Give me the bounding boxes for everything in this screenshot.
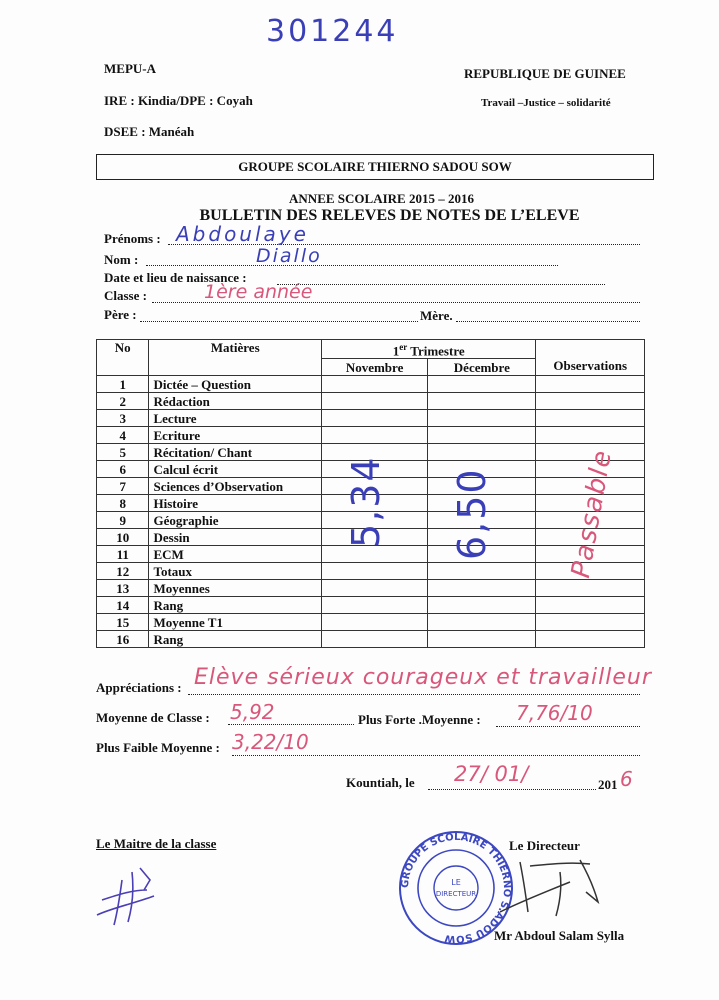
table-row bbox=[97, 427, 645, 444]
row-matiere: Rang bbox=[149, 631, 321, 648]
plus-faible-dots bbox=[232, 755, 640, 756]
table-row bbox=[97, 614, 645, 631]
row-novembre-cell bbox=[321, 580, 427, 597]
row-decembre-cell bbox=[428, 410, 536, 427]
row-novembre-cell bbox=[321, 563, 427, 580]
naissance-label: Date et lieu de naissance : bbox=[104, 270, 247, 285]
row-number: 2 bbox=[97, 393, 149, 410]
row-matiere: Histoire bbox=[149, 495, 321, 512]
row-number: 11 bbox=[97, 546, 149, 563]
row-matiere: Totaux bbox=[149, 563, 321, 580]
trimestre-sup: er bbox=[399, 342, 408, 352]
director-signature bbox=[490, 852, 610, 928]
date-dots bbox=[428, 789, 596, 790]
classe-label: Classe : bbox=[104, 288, 147, 303]
row-decembre-cell bbox=[428, 444, 536, 461]
stamp-center-1: LE bbox=[451, 878, 461, 887]
table-row bbox=[97, 563, 645, 580]
row-number: 6 bbox=[97, 461, 149, 478]
table-row bbox=[97, 410, 645, 427]
row-novembre-cell bbox=[321, 410, 427, 427]
table-row bbox=[97, 631, 645, 648]
row-novembre-cell bbox=[321, 376, 427, 393]
appreciations-label: Appréciations : bbox=[96, 680, 182, 695]
pere-label: Père : bbox=[104, 307, 137, 322]
col-observations-header: Observations bbox=[536, 340, 645, 376]
page-title: BULLETIN DES RELEVES DE NOTES DE L’ELEVE bbox=[199, 207, 580, 224]
moyenne-classe-dots bbox=[228, 724, 354, 725]
plus-faible-value: 3,22/10 bbox=[232, 730, 309, 754]
row-novembre-cell bbox=[321, 614, 427, 631]
maitre-label: Le Maitre de la classe bbox=[96, 836, 217, 851]
row-observations-cell bbox=[536, 580, 645, 597]
row-matiere: Moyennes bbox=[149, 580, 321, 597]
row-matiere: Ecriture bbox=[149, 427, 321, 444]
col-novembre-header: Novembre bbox=[321, 359, 427, 376]
prenoms-label: Prénoms : bbox=[104, 231, 161, 246]
row-decembre-cell bbox=[428, 580, 536, 597]
table-row bbox=[97, 580, 645, 597]
plus-faible-label: Plus Faible Moyenne : bbox=[96, 740, 220, 755]
mere-dots bbox=[456, 321, 640, 322]
row-decembre-cell bbox=[428, 393, 536, 410]
plus-forte-label: Plus Forte .Moyenne : bbox=[358, 712, 481, 727]
row-number: 7 bbox=[97, 478, 149, 495]
school-name: GROUPE SCOLAIRE THIERNO SADOU SOW bbox=[238, 159, 512, 174]
pere-dots bbox=[140, 321, 418, 322]
year-suffix: 6 bbox=[620, 767, 633, 791]
row-decembre-cell bbox=[428, 614, 536, 631]
directeur-label: Le Directeur bbox=[509, 838, 580, 853]
row-observations-cell bbox=[536, 597, 645, 614]
row-number: 15 bbox=[97, 614, 149, 631]
nom-dots bbox=[146, 265, 558, 266]
naissance-dots bbox=[277, 284, 605, 285]
row-observations-cell bbox=[536, 376, 645, 393]
row-matiere: ECM bbox=[149, 546, 321, 563]
row-matiere: Dictée – Question bbox=[149, 376, 321, 393]
col-decembre-header: Décembre bbox=[428, 359, 536, 376]
row-number: 14 bbox=[97, 597, 149, 614]
nom-label: Nom : bbox=[104, 252, 139, 267]
moyenne-classe-label: Moyenne de Classe : bbox=[96, 710, 210, 725]
row-decembre-cell bbox=[428, 376, 536, 393]
stamp-center-2: DIRECTEUR bbox=[435, 890, 477, 898]
row-number: 3 bbox=[97, 410, 149, 427]
row-matiere: Moyenne T1 bbox=[149, 614, 321, 631]
row-decembre-cell bbox=[428, 597, 536, 614]
row-novembre-cell bbox=[321, 597, 427, 614]
nom-value: Diallo bbox=[256, 245, 322, 267]
table-row bbox=[97, 393, 645, 410]
row-novembre-cell bbox=[321, 546, 427, 563]
row-number: 5 bbox=[97, 444, 149, 461]
moyenne-classe-value: 5,92 bbox=[230, 700, 275, 724]
directeur-name: Mr Abdoul Salam Sylla bbox=[494, 928, 625, 943]
trimestre-rest: Trimestre bbox=[407, 343, 465, 359]
decembre-note: 6,50 bbox=[450, 467, 494, 560]
row-observations-cell bbox=[536, 614, 645, 631]
row-number: 4 bbox=[97, 427, 149, 444]
row-matiere: Récitation/ Chant bbox=[149, 444, 321, 461]
row-novembre-cell bbox=[321, 393, 427, 410]
republic-label: REPUBLIQUE DE GUINEE bbox=[464, 66, 626, 81]
row-novembre-cell bbox=[321, 631, 427, 648]
school-name-box bbox=[96, 154, 654, 180]
row-novembre-cell bbox=[321, 427, 427, 444]
prenoms-value: Abdoulaye bbox=[176, 222, 309, 246]
row-number: 10 bbox=[97, 529, 149, 546]
document-number: 301244 bbox=[266, 14, 399, 49]
row-decembre-cell bbox=[428, 631, 536, 648]
row-number: 16 bbox=[97, 631, 149, 648]
table-row bbox=[97, 376, 645, 393]
row-decembre-cell bbox=[428, 563, 536, 580]
stamp-outer-text: GROUPE SCOLAIRE THIERNO S.ADOU SOW bbox=[399, 831, 513, 945]
year-prefix: 201 bbox=[598, 777, 618, 792]
observation-note: Passable bbox=[566, 446, 619, 581]
row-matiere: Rang bbox=[149, 597, 321, 614]
appreciations-dots bbox=[188, 694, 640, 695]
row-matiere: Lecture bbox=[149, 410, 321, 427]
table-row bbox=[97, 546, 645, 563]
lieu-label: Kountiah, le bbox=[346, 775, 415, 790]
dsee-label: DSEE : Manéah bbox=[104, 124, 195, 139]
school-year: ANNEE SCOLAIRE 2015 – 2016 bbox=[289, 191, 474, 206]
trimestre-num: 1 bbox=[392, 343, 400, 359]
mere-label: Mère. bbox=[420, 308, 453, 323]
row-observations-cell bbox=[536, 631, 645, 648]
col-matieres-header: Matières bbox=[149, 340, 321, 376]
row-observations-cell bbox=[536, 393, 645, 410]
row-number: 8 bbox=[97, 495, 149, 512]
classe-value: 1ère année bbox=[204, 281, 313, 303]
table-row bbox=[97, 597, 645, 614]
plus-forte-value: 7,76/10 bbox=[516, 701, 593, 725]
ministry-label: MEPU-A bbox=[104, 61, 156, 76]
novembre-note: 5,34 bbox=[344, 455, 388, 548]
row-observations-cell bbox=[536, 410, 645, 427]
row-matiere: Calcul écrit bbox=[149, 461, 321, 478]
row-number: 12 bbox=[97, 563, 149, 580]
row-matiere: Rédaction bbox=[149, 393, 321, 410]
plus-forte-dots bbox=[496, 726, 640, 727]
row-observations-cell bbox=[536, 427, 645, 444]
row-matiere: Géographie bbox=[149, 512, 321, 529]
row-number: 1 bbox=[97, 376, 149, 393]
row-number: 13 bbox=[97, 580, 149, 597]
row-decembre-cell bbox=[428, 427, 536, 444]
date-value: 27/ 01/ bbox=[454, 762, 529, 786]
appreciations-value: Elève sérieux courageux et travailleur bbox=[194, 665, 652, 690]
col-trimestre-header bbox=[321, 340, 535, 359]
ire-label: IRE : Kindia/DPE : Coyah bbox=[104, 93, 253, 108]
motto: Travail –Justice – solidarité bbox=[481, 97, 611, 109]
row-matiere: Sciences d’Observation bbox=[149, 478, 321, 495]
row-matiere: Dessin bbox=[149, 529, 321, 546]
row-number: 9 bbox=[97, 512, 149, 529]
col-no-header: No bbox=[97, 340, 149, 376]
teacher-signature bbox=[92, 860, 172, 930]
